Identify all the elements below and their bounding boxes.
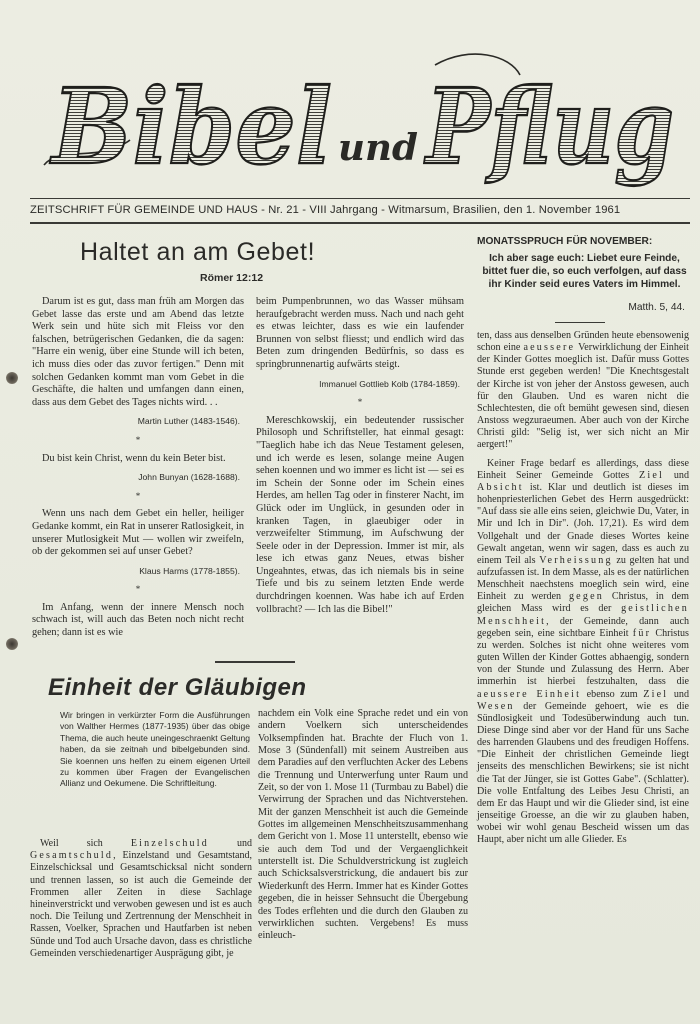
article1-column-1 xyxy=(32,296,244,646)
article1-column-2 xyxy=(256,296,464,622)
punch-hole-top xyxy=(6,372,18,384)
subline-rule xyxy=(30,222,690,224)
editorial-note: Wir bringen in verkürzter Form die Ausführungen von Walther Hermes (1877-1935) über das obige Thema, die auch heute uneingeschraenkt Geltung haben, da sie zeitnah und bibelgebunden sind. Sie koennen uns helfen zu einem eigenen Urteil zu kommen über Fragen der Evangelischen Allianz und Oekumene. Die Schriftleitung. xyxy=(60,710,250,789)
paragraph: beim Pumpenbrunnen, wo das Wasser mühsam heraufgebracht werden muss. Nach und nach geht es etwas leichter, dass es wie ein laufender Brunnen von selbst fliesst; und endlich wird das Beten zum dringenden Bedürfnis, so dass es springbrunnenartig aufwärts steigt. xyxy=(256,296,464,370)
spaced-text: Einzelschuld xyxy=(130,838,209,849)
attribution: Martin Luther (1483-1546). xyxy=(137,416,240,427)
spaced-text: gegen xyxy=(568,591,605,603)
text-run: Verwirklichung der Einheit der Kinder Gottes moeglich ist. Dafür muss Gottes Stunde erst gegeben werden! "Die Knechtsgestalt der Kirche ist von jeher der Anstoss gewesen, auch für den Glauben. Und es waren nicht die Schlechtesten, die oft bemüht gewesen sind, diesen Anstoss wegzuraeumen. Aber auch von der Kirche Christi gild: "Selig ist, wer sich nicht an Mir aergert!" xyxy=(477,342,689,451)
article2-column-2 xyxy=(258,708,468,949)
issue-line: ZEITSCHRIFT FÜR GEMEINDE UND HAUS - Nr. 21 - VIII Jahrgang - Witmarsum, Brasilien, den 1. November 1961 xyxy=(30,204,621,216)
text-run: , Einzelstand und Gesamtstand, Einzelschicksal und Gesamtschicksal nicht sondern und trennen lassen, so ist auch die Gemeinde der Frommen aller Zeiten in diese Sachlage hineinverstrickt und verwoben gewesen und ist es auch noch. Die Teilung und Zertrennung der Menschheit in Rassen, Voelker, Sprachen und Hautfarben ist neben Sünde und Tod auch Ursache davon, dass es christliche Gemeinden verschiedenartiger Ausprägung gibt, je xyxy=(30,850,252,959)
text-run: Christus, in dem gleichen Mass wird es der xyxy=(477,591,689,615)
text-run: und xyxy=(664,469,689,481)
separator-star: * xyxy=(135,490,141,501)
text-run: Weil sich xyxy=(40,838,131,849)
text-run: ebenso zum xyxy=(581,688,644,700)
separator-star: * xyxy=(135,434,141,445)
separator-star: * xyxy=(135,584,141,595)
text-run: Christus zu werden. Solches ist nicht ohne weiteres vom guten Willen der Kinder Gottes abhaengig, sondern von der Stunde und Zulassung des Herrn. Aber immerhin ist hierbei festzuhalten, dass die xyxy=(477,627,689,688)
text-run: ist. Klar und deutlich ist dieses im hohenpriesterlichen Gebet des Herrn ausgedrückt: "Auf dass sie alle eins seien, gleichwie Du, Vater, in Mir und Ich in Dir". (Joh. 17,21). Es wird dem Vollgehalt und der Gnade dieses Wortes keine Gewalt angetan, wenn wir sagen, dass es auch zu einem Teil als xyxy=(477,481,689,566)
masthead-title-right: Pflug xyxy=(423,65,674,188)
paragraph: Du bist kein Christ, wenn du kein Beter bist. xyxy=(42,452,226,464)
paragraph: nachdem ein Volk eine Sprache redet und ein von andern Voelkern sich unterscheidendes Volksempfinden hat. Brachte der Fluch von 1. Mose 3 (Sündenfall) mit seinem Austreiben aus dem Paradies auf den verfluchten Acker des Lebens die Trennung und Unterwerfung unter Raum und Zeit, so der von 1. Mose 11 (Turmbau zu Babel) die Verwirrung der Sprachen und das Nichtverstehen. Mit der ganzen Menschheit ist auch die Gemeinde Gottes im allgemeinen Menschheitszusammenhang dem Gericht von 1. Mose 11 unterstellt, ebenso wie sie auch dem Tod und der Vergaenglichkeit unterstellt ist. Die Schuldverstrickung ist zugleich auch Schicksalsverstrickung, die andauert bis zur Wiederkunft des Herrn. Immer hat es Kinder Gottes gegeben, die in heisser Sehnsucht die Übergebung des Todes erflehten und die durch den Glauben zu verwirklichen suchten. Vergebens! Es muss einleuch- xyxy=(258,708,468,942)
paragraph: Im Anfang, wenn der innere Mensch noch schwach ist, will auch das Beten noch nicht recht gehen; dann ist es wie xyxy=(32,601,244,639)
attribution: Klaus Harms (1778-1855). xyxy=(139,565,240,576)
text-run: , der Gemeinde, dann auch gegeben sein, eine sichtbare Einheit xyxy=(477,615,689,639)
top-rule xyxy=(30,198,690,199)
spaced-text: aeussere xyxy=(523,342,576,354)
attribution: Immanuel Gottlieb Kolb (1784-1859). xyxy=(319,378,460,389)
article2-column-1 xyxy=(30,838,252,966)
text-run: und xyxy=(208,838,252,849)
text-run: und xyxy=(668,688,689,700)
spaced-text: Gesamtschuld xyxy=(30,850,114,862)
article2-top-rule xyxy=(215,661,295,663)
article-title: Haltet an am Gebet! xyxy=(80,238,316,266)
spaced-text: für xyxy=(632,627,652,639)
monthly-verse-rule xyxy=(555,322,605,323)
paragraph: Mereschkowskij, ein bedeutender russischer Philosoph und Schriftsteller, hat einmal gesagt: "Taeglich habe ich das Neue Testament gelesen, und ich werde es lesen, solange meine Augen sehen koennen und wo immer es licht ist — sei es im Schein der Sonne oder im Schein eines Herdes, am hellen Tag oder in finsterer Nacht, im Glück oder im Unglück, in gesunden oder in kranken Tagen, in glaeubiger oder in verzweifelter Stimmung, im Aufschwung der Seele oder in der Depression. Immer ist mir, als lese ich etwas ganz Neues, etwas bisher Ungeahntes, etwas, das ich niemals bis in seine Tiefe und bis zu seinem letzten Ende werde durchdringen koennen. Was habe ich auf Erden vollbracht? — Ich las die Bibel!" xyxy=(256,414,464,615)
paragraph: Darum ist es gut, dass man früh am Morgen das Gebet lasse das erste und am Abend das letzte Werk sein und hüte sich mit Fleiss vor den falschen, betrügerischen Gedanken, die da sagen: "Harre ein wenig, über eine Stunde will ich beten, ich muss dies oder das zuvor fertigen." Denn mit solchen Gedanken kommt man vom Gebet in die Geschäfte, die halten und umfangen dann einen, dass aus dem Gebet des Tages nichts wird. . . xyxy=(32,296,244,408)
monthly-verse-reference: Matth. 5, 44. xyxy=(628,302,685,313)
article2-column-3 xyxy=(477,330,689,853)
paragraph xyxy=(30,838,252,960)
article-reference: Römer 12:12 xyxy=(200,272,264,284)
monthly-verse-text: Ich aber sage euch: Liebet eure Feinde, bittet fuer die, so euch verfolgen, auf dass ihr Kinder seid eures Vaters im Himmel. xyxy=(482,253,687,290)
separator-star: * xyxy=(357,397,363,408)
masthead-title-left: Bibel xyxy=(49,65,332,188)
text-run: ten, dass aus denselben Gründen heute ebensowenig schon eine xyxy=(477,330,689,354)
text-run: der Gemeinde gehoert, wie es die Sündlosigkeit und Todesüberwindung auch tun. Diese Dinge sind aber vor der Hand für uns Sache des harrenden Glaubens und des freudigen Hoffens. "Die Einheit der christlichen Gemeinde liegt jenseits des menschlichen Bewirkens; sie ist nicht die Tat der Jünger, sie ist Gottes Gabe". (Schlatter). Die volle Entfaltung des Leibes Jesu Christi, an dem Er das Haupt und wir die Glieder sind, ist eine jenseitige Groesse, an die wir zu glauben haben, wobei wir wohl genau Bescheid wissen um das Haupt, aber nicht um alle Glieder. Es xyxy=(477,700,689,846)
paragraph: Wenn uns nach dem Gebet ein heller, heiliger Gedanke kommt, ein Rat in unserer Ratlosigkeit, in unserer Mutlosigkeit Mut — wollen wir zweifeln, ob der gekommen sei auf unser Gebet? xyxy=(32,508,244,558)
monthly-verse-title: MONATSSPRUCH FÜR NOVEMBER: xyxy=(477,236,653,247)
text-run: zu gelten hat und aufzufassen ist. In dem Masse, als es der natürlichen Menschheit naechstens moeglich sein wird, eine Einheit zu werden xyxy=(477,554,689,603)
spaced-text: Ziel xyxy=(643,688,669,700)
spaced-text: aeussere Einheit xyxy=(477,688,582,700)
spaced-text: Absicht xyxy=(477,481,524,493)
spaced-text: Ziel xyxy=(638,469,665,481)
masthead xyxy=(40,45,680,195)
text-run: Keiner Frage bedarf es allerdings, dass diese Einheit Seiner Gemeinde Gottes xyxy=(477,457,689,481)
masthead-logo xyxy=(40,45,680,195)
punch-hole-bottom xyxy=(6,638,18,650)
spaced-text: Verheissung xyxy=(539,554,613,566)
spaced-text: Wesen xyxy=(477,700,515,712)
paragraph xyxy=(477,458,689,847)
spaced-text: geistlichen Menschheit xyxy=(477,603,689,627)
paragraph xyxy=(477,330,689,452)
attribution: John Bunyan (1628-1688). xyxy=(138,472,240,483)
masthead-title-mid: und xyxy=(338,127,418,169)
article2-title: Einheit der Gläubigen xyxy=(48,674,307,701)
